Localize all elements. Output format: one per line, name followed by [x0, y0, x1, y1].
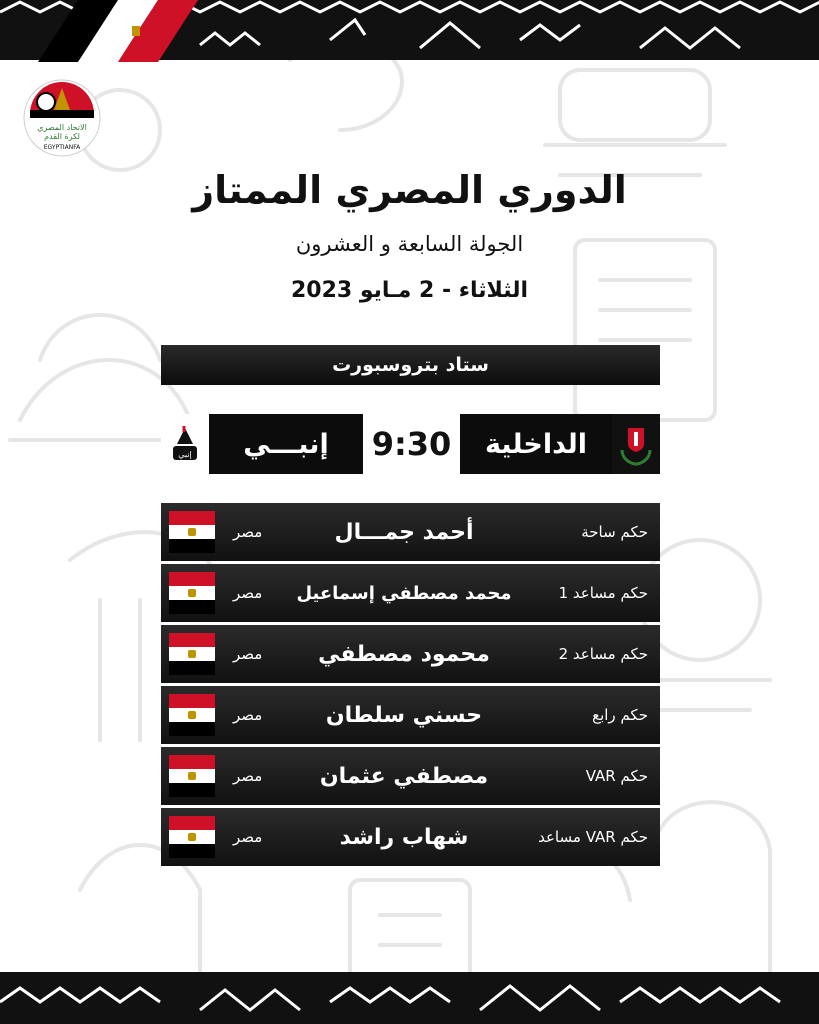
- official-name: مصطفي عثمان: [319, 763, 489, 789]
- efa-logo: [22, 78, 102, 158]
- official-name: شهاب راشد: [339, 824, 469, 850]
- away-badge-text: إنبي: [178, 450, 192, 459]
- official-country: مصر: [233, 767, 263, 785]
- official-row: [161, 625, 660, 683]
- official-row: [161, 503, 660, 561]
- official-row: [161, 747, 660, 805]
- egypt-flag-icon: [169, 816, 215, 858]
- official-name: أحمد جمـــال: [334, 519, 474, 545]
- official-row: [161, 564, 660, 622]
- officials-table: [161, 503, 660, 869]
- egypt-flag-icon: [169, 633, 215, 675]
- home-team-badge-icon: [612, 414, 660, 474]
- egypt-flag-icon: [169, 755, 215, 797]
- logo-line3: EGYPTIANFA: [43, 144, 81, 151]
- official-name: محمد مصطفي إسماعيل: [296, 582, 512, 604]
- logo-line2: لكرة القدم: [44, 132, 80, 141]
- official-country: مصر: [233, 584, 263, 602]
- egypt-flag-icon: [169, 694, 215, 736]
- round-subtitle: الجولة السابعة و العشرون: [295, 232, 524, 256]
- official-role: حكم مساعد 1: [558, 584, 648, 602]
- official-role: حكم ساحة: [581, 523, 648, 541]
- logo-line1: الاتحاد المصري: [37, 123, 87, 132]
- page-title: الدوري المصري الممتاز: [192, 168, 627, 212]
- match-bar: [161, 414, 660, 474]
- official-row: [161, 686, 660, 744]
- flag-ribbon-icon: [38, 0, 198, 62]
- official-role: حكم رابع: [592, 706, 648, 724]
- official-row: [161, 808, 660, 866]
- official-country: مصر: [233, 645, 263, 663]
- official-name: حسني سلطان: [325, 702, 483, 728]
- official-role: حكم VAR: [585, 767, 648, 785]
- home-team-name: الداخلية: [460, 414, 612, 474]
- official-country: مصر: [233, 523, 263, 541]
- egypt-flag-icon: [169, 572, 215, 614]
- official-country: مصر: [233, 706, 263, 724]
- match-date: الثلاثاء - 2 مـايو 2023: [290, 278, 529, 303]
- official-name: محمود مصطفي: [318, 641, 490, 667]
- stadium-banner: ستاد بتروسبورت: [161, 345, 660, 385]
- official-role: حكم مساعد 2: [558, 645, 648, 663]
- away-team-badge-icon: [161, 414, 209, 474]
- kickoff-time: 9:30: [363, 414, 460, 474]
- egypt-flag-icon: [169, 511, 215, 553]
- bottom-pattern-band: [0, 972, 819, 1024]
- official-country: مصر: [233, 828, 263, 846]
- official-role: حكم VAR مساعد: [538, 828, 648, 846]
- away-team-name: إنبـــي: [209, 414, 363, 474]
